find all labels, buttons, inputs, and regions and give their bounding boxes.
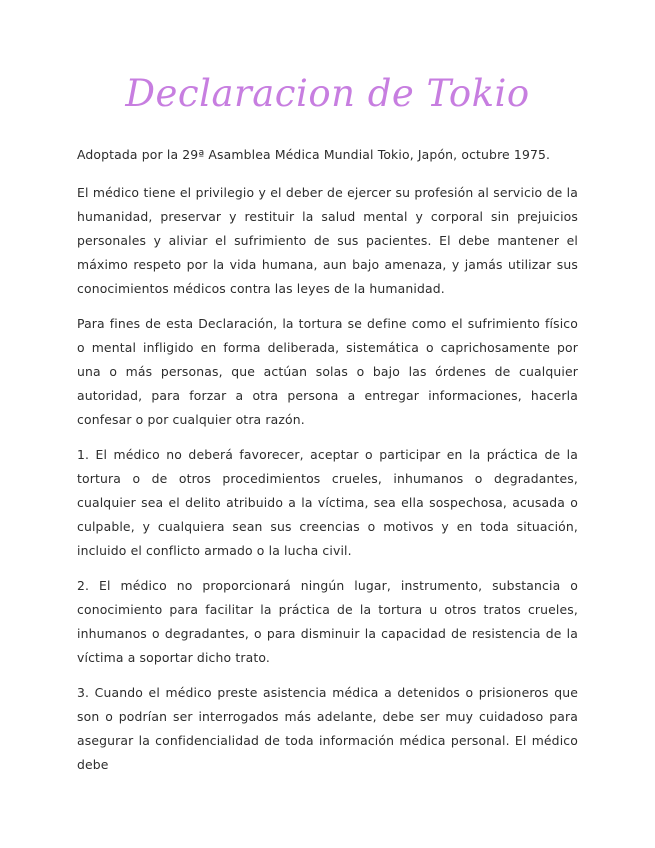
adoption-line: Adoptada por la 29ª Asamblea Médica Mundial Tokio, Japón, octubre 1975.: [77, 147, 551, 162]
document-body: [77, 143, 578, 788]
paragraph-definition: Para fines de esta Declaración, la tortura se define como el sufrimiento físico o mental infligido en forma deliberada, sistemática o caprichosamente por una o más personas, que actúan solas o bajo las órdenes de cualquier autoridad, para forzar a otra persona a entregar informaciones, hacerla confesar o por cualquier otra razón.: [77, 316, 578, 427]
paragraph-intro: El médico tiene el privilegio y el deber de ejercer su profesión al servicio de la humanidad, preservar y restituir la salud mental y corporal sin prejuicios personales y aliviar el sufrimiento de sus pacientes. El debe mantener el máximo respeto por la vida humana, aun bajo amenaza, y jamás utilizar sus conocimientos médicos contra las leyes de la humanidad.: [77, 185, 578, 296]
paragraph-article-1: 1. El médico no deberá favorecer, aceptar o participar en la práctica de la tortura o de otros procedimientos crueles, inhumanos o degradantes, cualquier sea el delito atribuido a la víctima, sea ella sospechosa, acusada o culpable, y cualquiera sean sus creencias o motivos y en toda situación, incluido el conflicto armado o la lucha civil.: [77, 447, 578, 558]
paragraph-article-3: 3. Cuando el médico preste asistencia médica a detenidos o prisioneros que son o podrían ser interrogados más adelante, debe ser muy cuidadoso para asegurar la confidencialidad de toda información médica personal. El médico debe: [77, 685, 578, 772]
document-title: Declaracion de Tokio: [125, 72, 530, 115]
paragraph-article-2: 2. El médico no proporcionará ningún lugar, instrumento, substancia o conocimiento para facilitar la práctica de la tortura u otros tratos crueles, inhumanos o degradantes, o para disminuir la capacidad de resistencia de la víctima a soportar dicho trato.: [77, 578, 578, 665]
